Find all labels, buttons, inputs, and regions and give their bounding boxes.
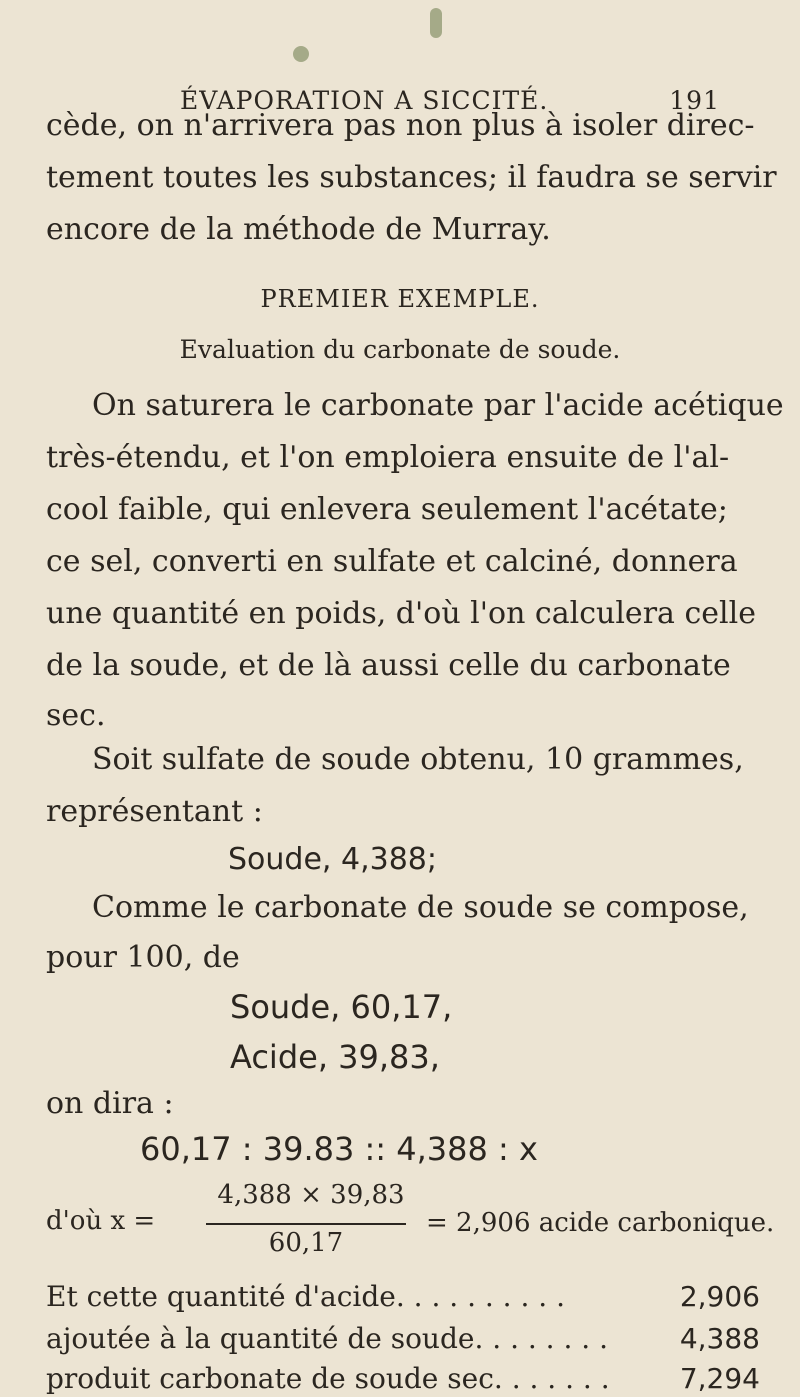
body-line-8: Soit sulfate de soude obtenu, 10 grammes, xyxy=(92,742,744,777)
header-title: ÉVAPORATION A SICCITÉ. xyxy=(180,86,549,115)
composition-soude: Soude, 60,17, xyxy=(230,988,453,1026)
fraction-bar xyxy=(206,1223,406,1225)
body-line-9: représentant : xyxy=(46,794,263,829)
proportion-line: 60,17 : 39.83 :: 4,388 : x xyxy=(140,1130,538,1168)
on-dira-line: on dira : xyxy=(46,1086,174,1121)
fraction-equation xyxy=(46,1180,775,1270)
intro-line-3: encore de la méthode de Murray. xyxy=(46,212,551,247)
summary-label: Et cette quantité d'acide. . . . . . . . . . xyxy=(46,1280,565,1313)
summary-label: produit carbonate de soude sec. . . . . . . xyxy=(46,1362,610,1395)
soude-value-line: Soude, 4,388; xyxy=(228,842,437,877)
summary-value: 7,294 xyxy=(679,1362,760,1395)
body-line-2: très-étendu, et l'on emploiera ensuite de l'al- xyxy=(46,440,730,475)
body-line-1: On saturera le carbonate par l'acide acétique xyxy=(92,388,784,423)
summary-row xyxy=(46,1362,760,1395)
fraction-rhs: = 2,906 acide carbonique. xyxy=(426,1208,775,1238)
composition-acide: Acide, 39,83, xyxy=(230,1038,440,1076)
page-number: 191 xyxy=(669,86,720,115)
fraction-lhs: d'où x = xyxy=(46,1206,156,1236)
section-subtitle: Evaluation du carbonate de soude. xyxy=(179,335,621,364)
composition-intro-2: pour 100, de xyxy=(46,940,240,975)
summary-value: 4,388 xyxy=(679,1322,760,1355)
summary-value: 2,906 xyxy=(679,1280,760,1313)
fraction-numerator: 4,388 × 39,83 xyxy=(217,1180,405,1210)
summary-label: ajoutée à la quantité de soude. . . . . . . . xyxy=(46,1322,608,1355)
ink-spot-header xyxy=(430,8,442,38)
body-line-5: une quantité en poids, d'où l'on calculera celle xyxy=(46,596,756,631)
intro-line-1: cède, on n'arrivera pas non plus à isoler direc- xyxy=(46,108,755,143)
summary-row xyxy=(46,1280,760,1313)
body-line-6: de la soude, et de là aussi celle du carbonate xyxy=(46,648,731,683)
intro-line-2: tement toutes les substances; il faudra se servir xyxy=(46,160,777,195)
composition-intro-1: Comme le carbonate de soude se compose, xyxy=(92,890,749,925)
body-line-4: ce sel, converti en sulfate et calciné, donnera xyxy=(46,544,738,579)
body-line-7: sec. xyxy=(46,698,106,733)
ink-spot-top xyxy=(293,46,309,62)
summary-row xyxy=(46,1322,760,1355)
body-line-3: cool faible, qui enlevera seulement l'acétate; xyxy=(46,492,728,527)
section-title: PREMIER EXEMPLE. xyxy=(260,285,540,313)
fraction-denominator: 60,17 xyxy=(268,1228,344,1258)
